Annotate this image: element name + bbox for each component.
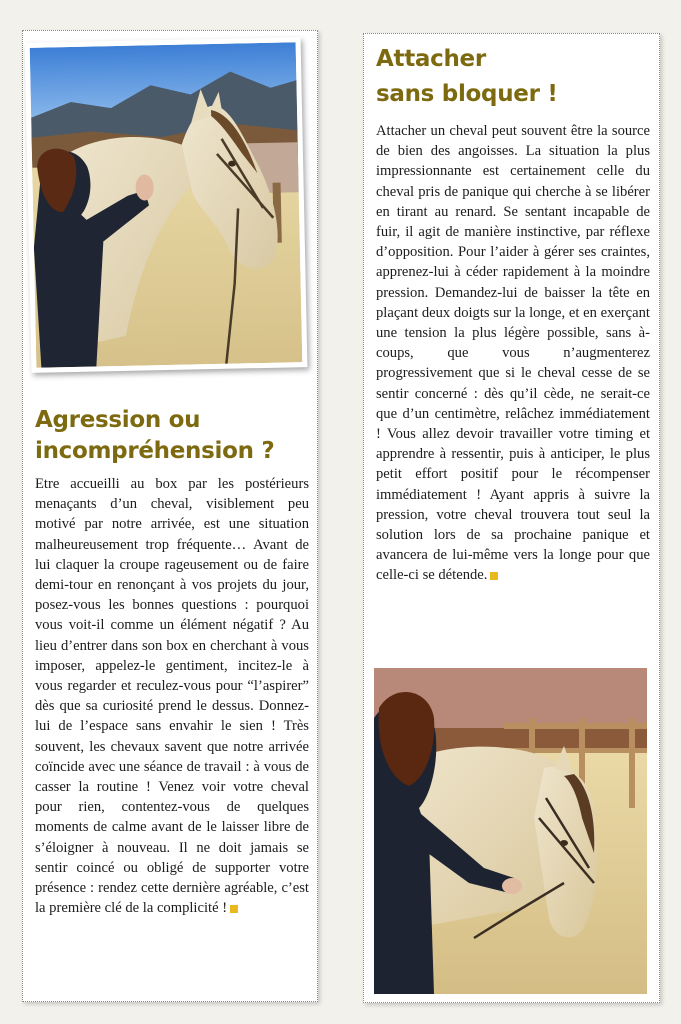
right-article-body bbox=[376, 121, 650, 586]
left-article-heading bbox=[35, 405, 274, 467]
right-article-text: Attacher un cheval peut souvent être la source de bien des angoisses. La situation la plus impressionnante est certainement celle du cheval pris de panique qui cherche à se libérer en tirant au renard. Se sentant incapable de fuir, il agit de manière instinctive, par réflexe d’opposition. Pour l’aider à gérer ses craintes, apprenez-lui à céder rapidement à la moindre pression. Demandez-lui de baisser la tête en plaçant deux doigts sur la longe, et en exerçant une tension la plus légère possible, sans à-coups, que vous n’augmenterez progressivement que si le cheval cesse de se sentir concerné : dès qu’il cède, ne serait-ce que d’un centimètre, relâchez immédiatement ! Vous allez devoir travailler votre timing et apprendre à ressentir, puis à anticiper, le plus petit effort positif pour le récompenser immédiatement ! Ayant appris à suivre la pression, votre cheval trouvera tout seul la solution lors de sa prochaine panique et avancera de lui-même vers la longe pour que celle-ci se détende. bbox=[376, 123, 650, 584]
photo-woman-stroking-horse bbox=[25, 37, 308, 373]
left-article-body bbox=[35, 474, 309, 918]
left-article-text: Etre accueilli au box par les postérieurs menaçants d’un cheval, visiblement peu motivé par notre arrivée, est une situation malheureusement trop fréquente… Avant de lui claquer la croupe rageusement ou de faire demi-tour en renonçant à vos projets du jour, posez-vous les bonnes questions : pourquoi vous voit-il comme un élément négatif ? Au lieu d’entrer dans son box en cherchant à vous imposer, appelez-le gentiment, incitez-le à vous regarder et reculez-vous pour “l’aspirer” dès que sa curiosité prend le dessus. Donnez-lui de l’espace sans envahir le sien ! Très souvent, les chevaux savent que notre arrivée coïncide avec une séance de travail : à vous de casser la routine ! Venez voir votre cheval pour rien, contentez-vous de quelques moments de calme avant de le laisser libre de s’éloigner à nouveau. Il ne doit jamais se sentir coincé ou obligé de supporter votre présence : rendez cette dernière agréable, c’est la première clé de la complicité ! bbox=[35, 476, 309, 917]
right-article-heading bbox=[376, 42, 558, 112]
right-heading-line-2: sans bloquer ! bbox=[376, 81, 558, 107]
end-of-article-mark bbox=[490, 572, 498, 580]
photo-horse-lowering-head bbox=[374, 668, 647, 994]
left-heading-line-2: incompréhension ? bbox=[35, 438, 275, 464]
end-of-article-mark bbox=[230, 905, 238, 913]
left-heading-line-1: Agression ou bbox=[35, 407, 201, 433]
right-heading-line-1: Attacher bbox=[376, 46, 486, 72]
